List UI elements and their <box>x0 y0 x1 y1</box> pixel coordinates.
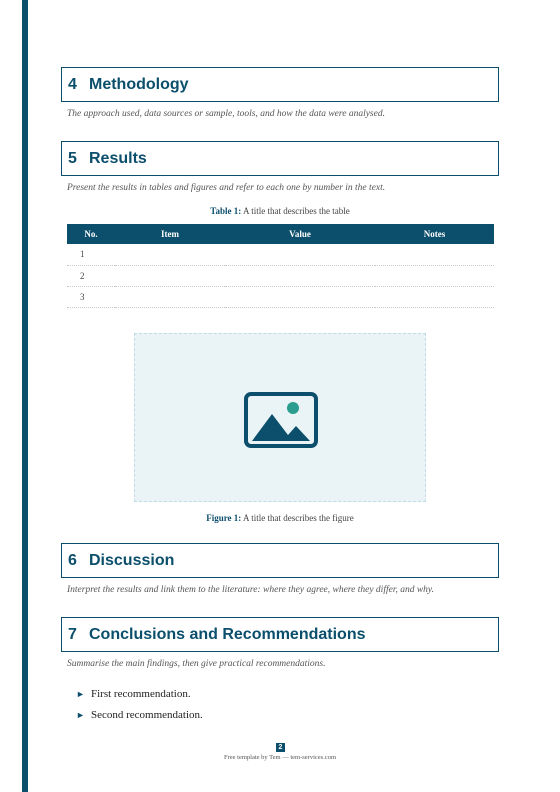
figure-caption-text: A title that describes the figure <box>241 513 354 523</box>
section-title: Conclusions and Recommendations <box>89 625 366 643</box>
section-number: 7 <box>68 625 77 643</box>
section-title: Results <box>89 149 147 167</box>
list-item <box>76 683 203 704</box>
arrow-bullet-icon: ► <box>76 709 85 720</box>
table-cell-no: 2 <box>67 265 115 286</box>
arrow-bullet-icon: ► <box>76 688 85 699</box>
table-cell-item <box>115 286 225 307</box>
table-cell-no: 1 <box>67 244 115 265</box>
section-heading-methodology <box>61 67 499 102</box>
section-intro-results: Present the results in tables and figures and refer to each one by number in the text. <box>67 183 386 193</box>
table-header-no: No. <box>67 224 115 244</box>
table-header-notes: Notes <box>375 224 494 244</box>
section-intro-discussion: Interpret the results and link them to the literature: where they agree, where they differ, and why. <box>67 585 434 595</box>
table-row <box>67 286 494 307</box>
results-table <box>67 224 494 308</box>
table-cell-value <box>225 244 375 265</box>
footer-text: Free template by Tem — tem-services.com <box>223 754 337 761</box>
table-caption-label: Table 1: <box>210 206 242 216</box>
table-header-value: Value <box>225 224 375 244</box>
table-cell-notes <box>375 244 494 265</box>
table-cell-no: 3 <box>67 286 115 307</box>
figure-caption <box>61 513 499 523</box>
page-number: 2 <box>276 743 285 752</box>
section-number: 6 <box>68 551 77 569</box>
list-item <box>76 704 203 725</box>
side-accent-bar <box>22 0 28 792</box>
table-header-item: Item <box>115 224 225 244</box>
table-cell-value <box>225 265 375 286</box>
recommendations-list <box>76 683 203 725</box>
table-row <box>67 265 494 286</box>
recommendation-text: First recommendation. <box>91 687 191 700</box>
section-heading-results <box>61 141 499 176</box>
table-cell-notes <box>375 265 494 286</box>
table-header-row <box>67 224 494 244</box>
recommendation-text: Second recommendation. <box>91 708 203 721</box>
table-row <box>67 244 494 265</box>
section-intro-methodology: The approach used, data sources or sample, tools, and how the data were analysed. <box>67 109 385 119</box>
section-heading-discussion <box>61 543 499 578</box>
table-caption <box>61 206 499 216</box>
image-placeholder-icon <box>244 392 318 453</box>
figure-placeholder <box>134 333 426 502</box>
section-number: 4 <box>68 75 77 93</box>
section-intro-conclusions: Summarise the main findings, then give practical recommendations. <box>67 659 326 669</box>
section-title: Discussion <box>89 551 175 569</box>
table-cell-notes <box>375 286 494 307</box>
table-cell-value <box>225 286 375 307</box>
section-heading-conclusions <box>61 617 499 652</box>
table-caption-text: A title that describes the table <box>241 206 350 216</box>
table-cell-item <box>115 265 225 286</box>
section-number: 5 <box>68 149 77 167</box>
figure-caption-label: Figure 1: <box>206 513 242 523</box>
section-title: Methodology <box>89 75 189 93</box>
table-cell-item <box>115 244 225 265</box>
